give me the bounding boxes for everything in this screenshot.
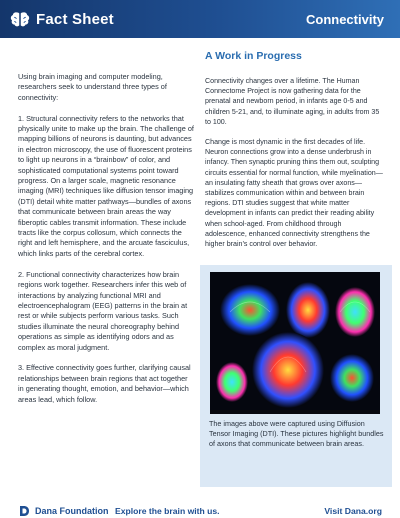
page-title: Fact Sheet: [36, 10, 114, 28]
header-bar: [0, 0, 400, 38]
dti-scan-images: [210, 272, 380, 414]
scan-small-left: [216, 362, 248, 402]
footer: [0, 504, 400, 518]
topic-label: Connectivity: [305, 11, 384, 27]
scan-coronal: [335, 287, 375, 337]
right-column: [205, 50, 385, 259]
footer-tagline: Explore the brain with us.: [115, 506, 220, 516]
intro-paragraph: Using brain imaging and computer modeling, researchers seek to understand three types of connectivity:: [18, 72, 167, 102]
figure-caption: The images above were captured using Diffusion Tensor Imaging (DTI). These pictures highlight bundles of axons that communicate between brain areas.: [209, 419, 384, 449]
scan-small-right: [330, 354, 374, 402]
brain-icon: [10, 10, 30, 28]
section-title: A Work in Progress: [205, 50, 302, 62]
dana-logo-icon: [18, 505, 30, 517]
scan-axial-large: [252, 332, 324, 408]
header-left: [10, 10, 114, 28]
development-paragraph: Change is most dynamic in the first decades of life. Neuron connections grow into a dense underbrush in infancy. Then synaptic pruning thins them out, sculpting circuits essential for normal function, while myelination—an insulating fatty sheath that grows over axons—stabilizes communication within and between brain regions. DTI studies suggest that white matter development in infants can predict their reading ability when school-aged. From childhood through adolescence, enhanced connectivity strengthens the higher brain’s control over behavior.: [205, 138, 383, 249]
structural-connectivity-paragraph: 1. Structural connectivity refers to the networks that physically unite to make up the brain. The challenge of mapping billions of neurons is daunting, but advances in electron microscopy, the use of fluorescent proteins to light up neurons in a “brainbow” of color, and sophisticated computational systems point toward progress. On a larger scale, magnetic resonance imaging (MRI) techniques like diffusion tensor imaging (DTI) detail white matter pathways—bundles of axons that communicate between brain areas the way fiberoptic cables transmit information. These include tracts like the corpus collosum, which connects the right and left hemisphere, and the arcuate fasciculus, which links parts of the cerebral cortex.: [18, 113, 194, 258]
functional-connectivity-paragraph: 2. Functional connectivity characterizes how brain regions work together. Researchers infer this web of interactions by analyzing functional MRI and electroencephalogram (EEG) patterns in the brain at rest or while subjects perform various tasks. Such studies illuminate the neural choreography behind operations as simple as identifying odors and as complex as moral judgment.: [18, 269, 188, 352]
effective-connectivity-paragraph: 3. Effective connectivity goes further, clarifying causal relationships between brain regions that act together in generating thought, emotion, and behavior—which areas lead, which follow.: [18, 363, 191, 404]
organization-name: Dana Foundation: [35, 506, 109, 516]
scan-sagittal: [220, 284, 280, 336]
visit-link[interactable]: Visit Dana.org: [324, 506, 382, 516]
footer-brand: [18, 505, 109, 517]
lifetime-paragraph: Connectivity changes over a lifetime. The Human Connectome Project is now gathering data for the prenatal and newborn period, in infants age 0-5 and children 5-21, and, to illuminate aging, in adults from 35 to 100.: [205, 77, 380, 126]
scan-axial-top: [286, 282, 330, 338]
left-column: [18, 72, 194, 415]
